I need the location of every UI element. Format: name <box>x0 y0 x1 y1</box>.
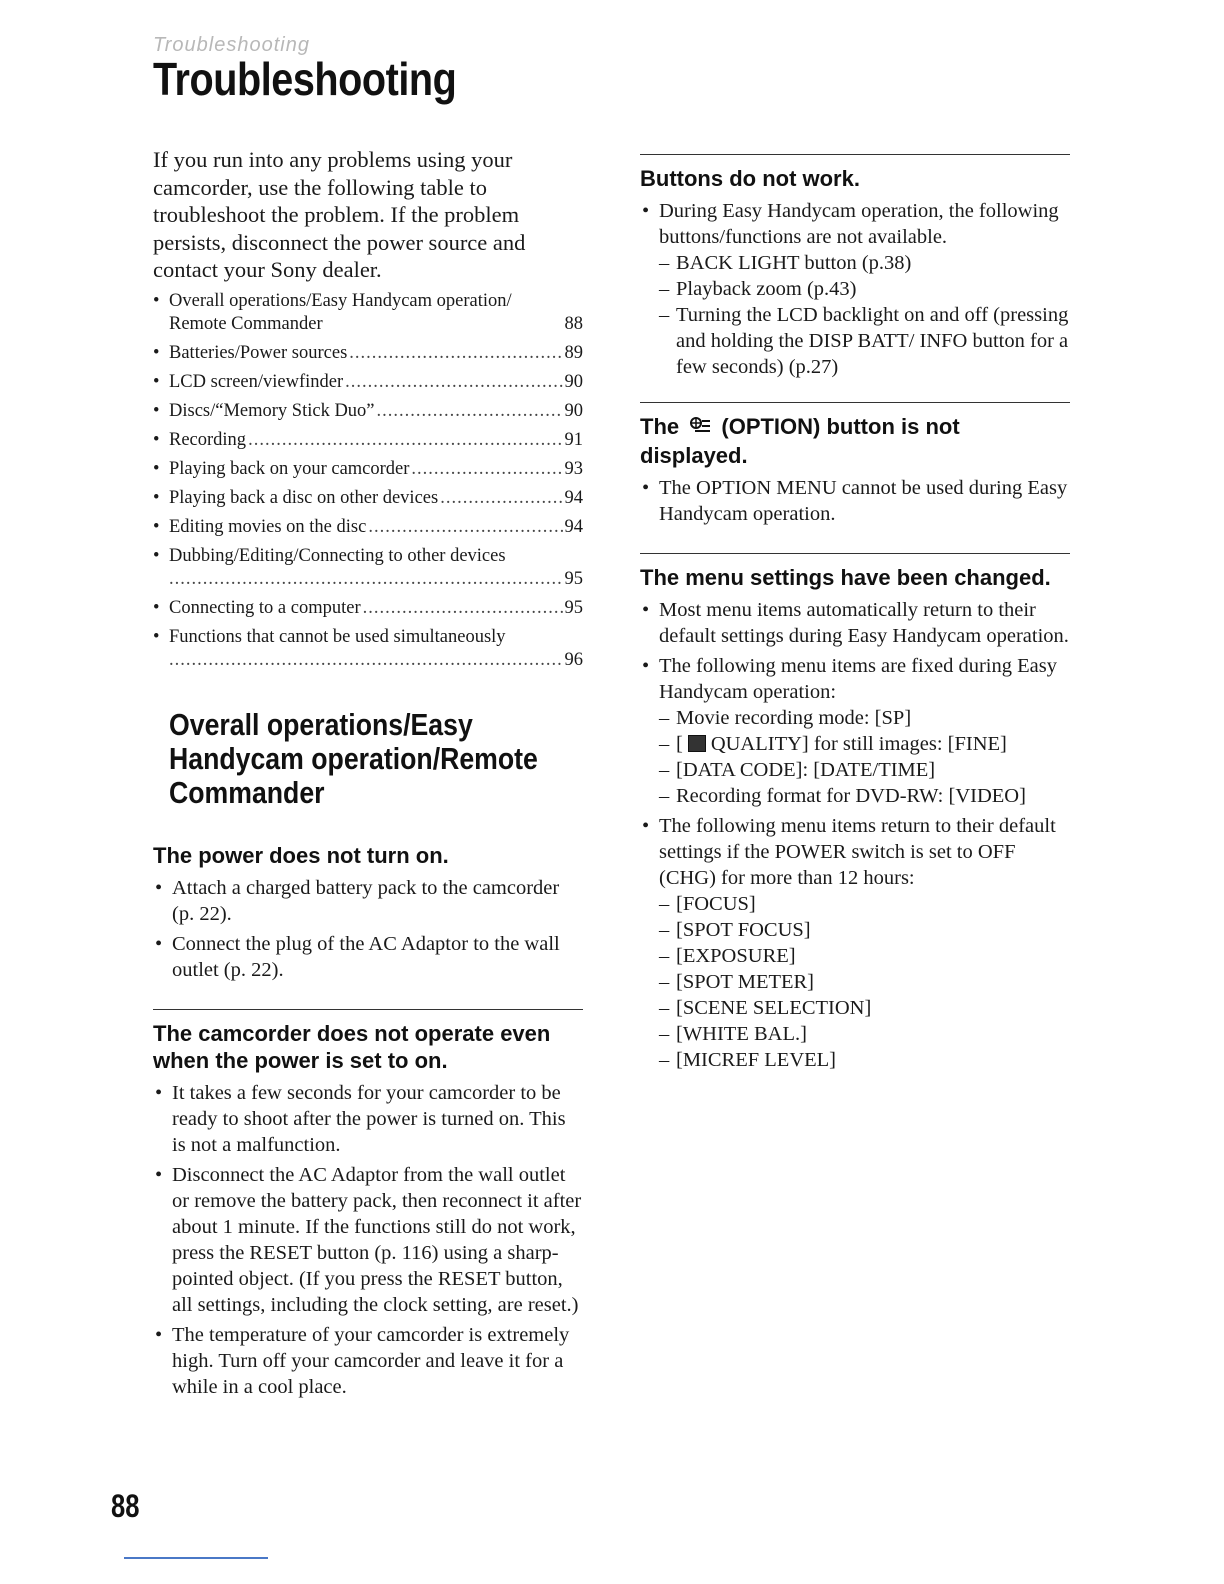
bullet-item: • Connect the plug of the AC Adaptor to the wall outlet (p. 22). <box>153 931 583 983</box>
toc-page: 94 <box>564 487 583 508</box>
sub-item <box>659 731 1070 757</box>
sub-item: – [SPOT METER] <box>659 969 1070 995</box>
quality-post: QUALITY] for still images: [FINE] <box>710 733 1007 756</box>
bullet-item: • The OPTION MENU cannot be used during Easy Handycam operation. <box>640 475 1070 527</box>
section-not-operate <box>153 1020 583 1400</box>
toc-item[interactable] <box>153 400 583 423</box>
menu-bullet2-text: The following menu items are fixed during Easy Handycam operation: <box>659 655 1057 704</box>
power-off-bullets <box>153 875 583 983</box>
buttons-sublist <box>659 250 1070 380</box>
toc-item[interactable] <box>153 290 583 336</box>
section-heading-overall: Overall operations/Easy Handycam operation/Remote Commander <box>169 706 538 810</box>
intro-paragraph: If you run into any problems using your camcorder, use the following table to troubleshoot the problem. If the problem persists, disconnect the power source and contact your Sony dealer. <box>153 147 526 282</box>
toc-label: • Playing back a disc on other devices <box>169 487 439 508</box>
section-option <box>640 413 1070 527</box>
option-icon <box>689 414 711 442</box>
running-head: Troubleshooting <box>153 34 310 56</box>
toc-item[interactable] <box>153 516 583 539</box>
menu-bullets <box>640 597 1070 1073</box>
toc-label: • Dubbing/Editing/Connecting to other devices <box>169 545 506 566</box>
toc-item[interactable] <box>153 429 583 452</box>
sub-item: – [FOCUS] <box>659 891 1070 917</box>
toc-page: 91 <box>564 429 583 450</box>
page-number: 88 <box>111 1488 140 1524</box>
buttons-bullets <box>640 198 1070 380</box>
toc-label: • Connecting to a computer <box>169 597 361 618</box>
option-heading <box>640 413 1070 469</box>
toc-page: 93 <box>564 458 583 479</box>
toc-item[interactable] <box>153 545 583 591</box>
toc-page: 90 <box>564 400 583 421</box>
sub-item: – [EXPOSURE] <box>659 943 1070 969</box>
section-divider <box>153 1009 583 1010</box>
bullet-item <box>640 813 1070 1073</box>
power-off-heading: The power does not turn on. <box>153 842 449 868</box>
toc-page: 88 <box>564 313 583 334</box>
toc-leader <box>169 649 563 672</box>
toc-page: 96 <box>564 649 583 670</box>
quality-pre: [ <box>676 733 683 756</box>
toc-label: • Functions that cannot be used simultaneously <box>169 626 506 647</box>
sub-item: – [MICREF LEVEL] <box>659 1047 1070 1073</box>
section-divider <box>640 402 1070 403</box>
toc-item[interactable] <box>153 597 583 620</box>
sub-item: – [DATA CODE]: [DATE/TIME] <box>659 757 1070 783</box>
bullet-item: • It takes a few seconds for your camcorder to be ready to shoot after the power is turned on. This is not a malfunction. <box>153 1080 583 1158</box>
still-image-icon <box>688 735 706 752</box>
sub-item: – Turning the LCD backlight on and off (pressing and holding the DISP BATT/ INFO button for a few seconds) (p.27) <box>659 302 1070 380</box>
toc-page: 95 <box>564 597 583 618</box>
toc-item[interactable] <box>153 371 583 394</box>
right-column <box>640 154 1070 1077</box>
section-menu <box>640 564 1070 1073</box>
sub-item: – [SPOT FOCUS] <box>659 917 1070 943</box>
section-divider <box>640 553 1070 554</box>
not-operate-heading: The camcorder does not operate even when the power is set to on. <box>153 1020 551 1073</box>
toc-page: 90 <box>564 371 583 392</box>
toc-item[interactable] <box>153 626 583 672</box>
bullet-item <box>640 653 1070 809</box>
toc-leader <box>345 371 562 394</box>
not-operate-bullets <box>153 1080 583 1400</box>
toc-label: • Batteries/Power sources <box>169 342 348 363</box>
toc-leader <box>411 458 562 481</box>
toc-leader <box>377 400 563 423</box>
toc-page: 95 <box>564 568 583 589</box>
section-divider <box>640 154 1070 155</box>
toc-label: • Overall operations/Easy Handycam operation/ Remote Commander <box>169 290 512 334</box>
sub-item: – BACK LIGHT button (p.38) <box>659 250 1070 276</box>
sub-item: – [WHITE BAL.] <box>659 1021 1070 1047</box>
section-power-off <box>153 842 583 983</box>
sub-item: – Playback zoom (p.43) <box>659 276 1070 302</box>
toc-item[interactable] <box>153 487 583 510</box>
toc-label: • Editing movies on the disc <box>169 516 367 537</box>
sub-item: – Recording format for DVD-RW: [VIDEO] <box>659 783 1070 809</box>
bullet-item: • Most menu items automatically return to their default settings during Easy Handycam operation. <box>640 597 1070 649</box>
menu-bullet3-text: The following menu items return to their default settings if the POWER switch is set to OFF (CHG) for more than 12 hours: <box>659 815 1056 890</box>
toc-label: • LCD screen/viewfinder <box>169 371 344 392</box>
menu-heading: The menu settings have been changed. <box>640 565 1051 591</box>
fixed-items-list <box>659 705 1070 809</box>
buttons-heading: Buttons do not work. <box>640 166 860 191</box>
toc-leader <box>440 487 562 510</box>
toc-leader <box>363 597 563 620</box>
toc-label: • Discs/“Memory Stick Duo” <box>169 400 375 421</box>
option-heading-pre: The <box>640 414 680 439</box>
sub-item: – Movie recording mode: [SP] <box>659 705 1070 731</box>
toc-label: • Recording <box>169 429 247 450</box>
toc-page: 94 <box>564 516 583 537</box>
sub-item: – [SCENE SELECTION] <box>659 995 1070 1021</box>
toc-item[interactable] <box>153 458 583 481</box>
page-title: Troubleshooting <box>153 53 457 105</box>
bullet-item <box>640 198 1070 380</box>
toc-list <box>153 290 583 672</box>
toc-label: • Playing back on your camcorder <box>169 458 410 479</box>
section-buttons <box>640 165 1070 380</box>
toc-leader <box>368 516 562 539</box>
option-bullets <box>640 475 1070 527</box>
left-column <box>153 146 583 1404</box>
toc-leader <box>349 342 562 365</box>
toc-item[interactable] <box>153 342 583 365</box>
bullet-item: • Disconnect the AC Adaptor from the wall outlet or remove the battery pack, then reconnect it after about 1 minute. If the functions still do not work, press the RESET button (p. 116) using a sharp-pointed object. (If you press the RESET button, all settings, including the clock setting, are reset.) <box>153 1162 583 1318</box>
toc-leader <box>248 429 562 452</box>
buttons-bullet-text: During Easy Handycam operation, the following buttons/functions are not available. <box>659 200 1059 248</box>
bullet-item: • The temperature of your camcorder is extremely high. Turn off your camcorder and leave it for a while in a cool place. <box>153 1322 583 1400</box>
reset-items-list <box>659 891 1070 1073</box>
option-heading-post: (OPTION) button is not displayed. <box>640 414 960 469</box>
footer-line <box>124 1557 268 1559</box>
toc-leader <box>169 568 563 591</box>
toc-page: 89 <box>564 342 583 363</box>
bullet-item: • Attach a charged battery pack to the camcorder (p. 22). <box>153 875 583 927</box>
